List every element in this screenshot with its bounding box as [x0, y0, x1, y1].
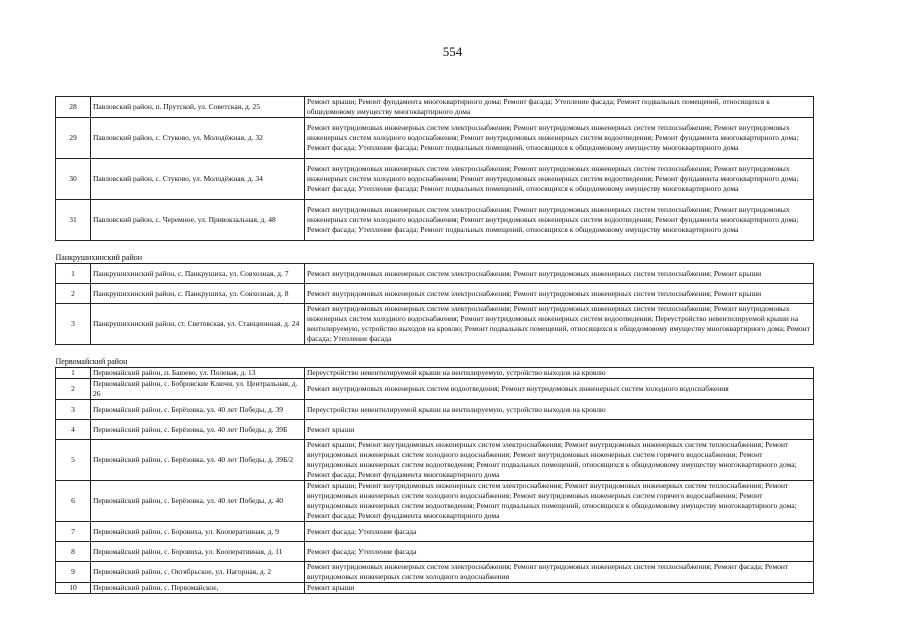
- repair-works-cell: Ремонт крыши: [305, 583, 814, 594]
- table-row: [56, 440, 814, 481]
- address-cell: Первомайский район, с. Первомайское,: [91, 583, 305, 594]
- table-row: [56, 368, 814, 379]
- address-cell: Первомайский район, с. Берёзовка, ул. 40 лет Победы, д. 39Б/2: [91, 440, 305, 481]
- address-cell: Первомайский район, с. Берёзовка, ул. 40 лет Победы, д. 40: [91, 481, 305, 522]
- row-number: 9: [56, 562, 91, 583]
- page-number: 554: [442, 44, 463, 59]
- district-title: Первомайский район: [56, 345, 814, 368]
- repair-table: [55, 96, 814, 594]
- repair-works-cell: Ремонт внутридомовых инженерных систем электроснабжения; Ремонт внутридомовых инженерных систем теплоснабжения; Ремонт крыши: [305, 264, 814, 284]
- repair-works-cell: Ремонт фасада; Утепление фасада: [305, 522, 814, 542]
- row-number: 29: [56, 118, 91, 159]
- address-cell: Первомайский район, с. Боровиха, ул. Кооперативная, д. 9: [91, 522, 305, 542]
- table-row: [56, 118, 814, 159]
- address-cell: Павловский район, с. Стуково, ул. Молодёжная, д. 34: [91, 159, 305, 200]
- repair-works-cell: Переустройство невентилируемой крыши на вентилируемую, устройство выходов на кровлю: [305, 400, 814, 420]
- row-number: 4: [56, 420, 91, 440]
- repair-works-cell: Ремонт внутридомовых инженерных систем электроснабжения; Ремонт внутридомовых инженерных систем теплоснабжения; Ремонт фасада; Ремонт внутридомовых инженерных систем холодного водоснабжения: [305, 562, 814, 583]
- table-row: [56, 400, 814, 420]
- repair-works-cell: Ремонт крыши: [305, 420, 814, 440]
- table-row: [56, 481, 814, 522]
- address-cell: Панкрушихинский район, с. Панкрушиха, ул. Совхозная, д. 8: [91, 284, 305, 304]
- row-number: 3: [56, 304, 91, 345]
- repair-works-cell: Ремонт внутридомовых инженерных систем электроснабжения; Ремонт внутридомовых инженерных систем теплоснабжения; Ремонт внутридомовых инженерных систем холодного водоснабжения; Ремонт внутридомовых инженерных систем водоотведения; Переустройство невентилируемой крыши на вентилируемую, устройство выходов на кровлю; Ремонт подвальных помещений, относящихся к общедомовому имуществу многоквартирного дома; Ремонт фасада; Утепление фасада: [305, 304, 814, 345]
- repair-works-cell: Ремонт внутридомовых инженерных систем электроснабжения; Ремонт внутридомовых инженерных систем теплоснабжения; Ремонт крыши: [305, 284, 814, 304]
- address-cell: Павловский район, п. Прутской, ул. Советская, д. 25: [91, 97, 305, 118]
- table-row: [56, 304, 814, 345]
- address-cell: Панкрушихинский район, с. Панкрушиха, ул. Совхозная, д. 7: [91, 264, 305, 284]
- repair-works-cell: Ремонт крыши; Ремонт внутридомовых инженерных систем электроснабжения; Ремонт внутридомовых инженерных систем теплоснабжения; Ремонт внутридомовых инженерных систем холодного водоснабжения; Ремонт внутридомовых инженерных систем горячего водоснабжения; Ремонт внутридомовых инженерных систем водоотведения; Ремонт подвальных помещений, относящихся к общедомовому имуществу многоквартирного дома; Ремонт фасада; Ремонт фундамента многоквартирного дома: [305, 440, 814, 481]
- address-cell: Павловский район, с. Черемное, ул. Привокзальная, д. 48: [91, 200, 305, 241]
- table-row: [56, 583, 814, 594]
- repair-table-body: [56, 97, 814, 594]
- address-cell: Первомайский район, с. Октябрьское, ул. Нагорная, д. 2: [91, 562, 305, 583]
- address-cell: Первомайский район, с. Бобровские Ключи, ул. Центральная, д. 26: [91, 379, 305, 400]
- repair-works-cell: Ремонт внутридомовых инженерных систем электроснабжения; Ремонт внутридомовых инженерных систем теплоснабжения; Ремонт внутридомовых инженерных систем холодного водоснабжения; Ремонт внутридомовых инженерных систем водоотведения; Ремонт фундамента многоквартирного дома; Ремонт фасада; Утепление фасада; Ремонт подвальных помещений, относящихся к общедомовому имуществу многоквартирного дома: [305, 200, 814, 241]
- row-number: 2: [56, 284, 91, 304]
- table-row: [56, 379, 814, 400]
- repair-works-cell: Ремонт внутридомовых инженерных систем водоотведения; Ремонт внутридомовых инженерных систем холодного водоснабжения: [305, 379, 814, 400]
- table-row: [56, 420, 814, 440]
- district-header-row: [56, 345, 814, 368]
- row-number: 5: [56, 440, 91, 481]
- row-number: 31: [56, 200, 91, 241]
- table-row: [56, 284, 814, 304]
- row-number: 10: [56, 583, 91, 594]
- repair-works-cell: Ремонт внутридомовых инженерных систем электроснабжения; Ремонт внутридомовых инженерных систем теплоснабжения; Ремонт внутридомовых инженерных систем холодного водоснабжения; Ремонт внутридомовых инженерных систем водоотведения; Ремонт фундамента многоквартирного дома; Ремонт фасада; Утепление фасада; Ремонт подвальных помещений, относящихся к общедомовому имуществу многоквартирного дома: [305, 159, 814, 200]
- table-row: [56, 200, 814, 241]
- row-number: 30: [56, 159, 91, 200]
- district-header-row: [56, 241, 814, 264]
- address-cell: Первомайский район, п. Баюево, ул. Полевая, д. 13: [91, 368, 305, 379]
- row-number: 28: [56, 97, 91, 118]
- row-number: 3: [56, 400, 91, 420]
- row-number: 6: [56, 481, 91, 522]
- repair-works-cell: Ремонт фасада; Утепление фасада: [305, 542, 814, 562]
- district-title: Панкрушихинский район: [56, 241, 814, 264]
- row-number: 7: [56, 522, 91, 542]
- address-cell: Панкрушихинский район, ст. Световская, ул. Станционная, д. 24: [91, 304, 305, 345]
- table-row: [56, 522, 814, 542]
- table-row: [56, 159, 814, 200]
- row-number: 2: [56, 379, 91, 400]
- address-cell: Первомайский район, с. Берёзовка, ул. 40 лет Победы, д. 39Б: [91, 420, 305, 440]
- row-number: 8: [56, 542, 91, 562]
- row-number: 1: [56, 368, 91, 379]
- table-row: [56, 562, 814, 583]
- address-cell: Павловский район, с. Стуково, ул. Молодёжная, д. 32: [91, 118, 305, 159]
- row-number: 1: [56, 264, 91, 284]
- table-row: [56, 542, 814, 562]
- repair-works-cell: Переустройство невентилируемой крыши на вентилируемую, устройство выходов на кровлю: [305, 368, 814, 379]
- repair-works-cell: Ремонт крыши; Ремонт фундамента многоквартирного дома; Ремонт фасада; Утепление фасада; Ремонт подвальных помещений, относящихся к общедомовому имуществу многоквартирного дома: [305, 97, 814, 118]
- repair-works-cell: Ремонт крыши; Ремонт внутридомовых инженерных систем электроснабжения; Ремонт внутридомовых инженерных систем теплоснабжения; Ремонт внутридомовых инженерных систем холодного водоснабжения; Ремонт внутридомовых инженерных систем горячего водоснабжения; Ремонт внутридомовых инженерных систем водоотведения; Ремонт подвальных помещений, относящихся к общедомовому имуществу многоквартирного дома; Ремонт фасада; Ремонт фундамента многоквартирного дома: [305, 481, 814, 522]
- table-row: [56, 97, 814, 118]
- repair-table-container: [55, 96, 813, 594]
- address-cell: Первомайский район, с. Боровиха, ул. Кооперативная, д. 11: [91, 542, 305, 562]
- repair-works-cell: Ремонт внутридомовых инженерных систем электроснабжения; Ремонт внутридомовых инженерных систем теплоснабжения; Ремонт внутридомовых инженерных систем холодного водоснабжения; Ремонт внутридомовых инженерных систем водоотведения; Ремонт фундамента многоквартирного дома; Ремонт фасада; Утепление фасада; Ремонт подвальных помещений, относящихся к общедомовому имуществу многоквартирного дома: [305, 118, 814, 159]
- address-cell: Первомайский район, с. Берёзовка, ул. 40 лет Победы, д. 39: [91, 400, 305, 420]
- table-row: [56, 264, 814, 284]
